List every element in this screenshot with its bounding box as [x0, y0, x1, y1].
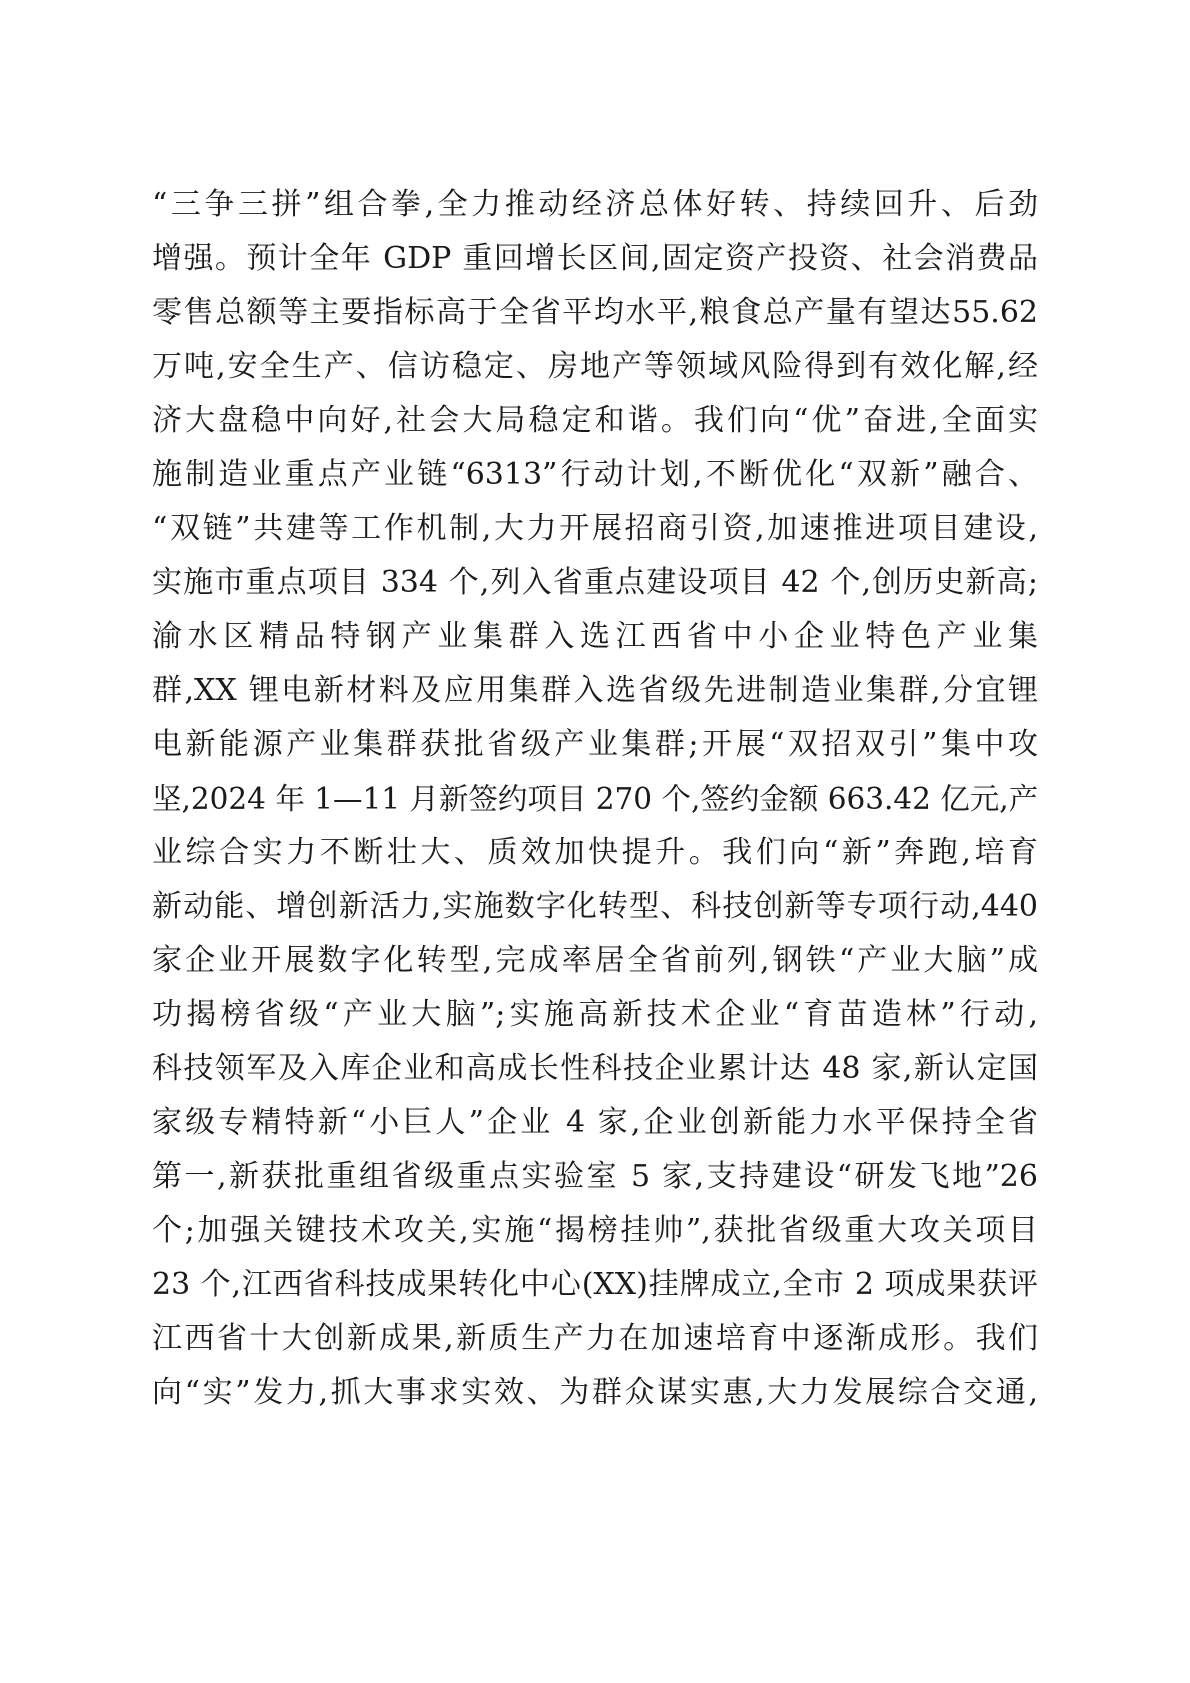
text-line: 科技领军及入库企业和高成长性科技企业累计达 48 家,新认定国	[152, 1051, 1038, 1086]
text-line: 增强。预计全年 GDP 重回增长区间,固定资产投资、社会消费品	[152, 241, 1038, 276]
text-line: 向“实”发力,抓大事求实效、为群众谋实惠,大力发展综合交通,	[152, 1375, 1038, 1410]
text-line: 实施市重点项目 334 个,列入省重点建设项目 42 个,创历史新高;	[152, 565, 1038, 600]
text-line: 家级专精特新“小巨人”企业 4 家,企业创新能力水平保持全省	[152, 1105, 1038, 1140]
text-line: 业综合实力不断壮大、质效加快提升。我们向“新”奔跑,培育	[152, 835, 1038, 870]
text-line: 渝水区精品特钢产业集群入选江西省中小企业特色产业集	[152, 619, 1038, 654]
text-line: 零售总额等主要指标高于全省平均水平,粮食总产量有望达55.62	[152, 295, 1038, 330]
text-line: 万吨,安全生产、信访稳定、房地产等领域风险得到有效化解,经	[152, 349, 1038, 384]
text-line: 坚,2024 年 1—11 月新签约项目 270 个,签约金额 663.42 亿元,产	[152, 782, 1039, 816]
text-line: 新动能、增创新活力,实施数字化转型、科技创新等专项行动,440	[152, 889, 1038, 924]
text-line: 电新能源产业集群获批省级产业集群;开展“双招双引”集中攻	[152, 727, 1038, 762]
body-text	[152, 178, 1038, 1420]
text-line: “三争三拼”组合拳,全力推动经济总体好转、持续回升、后劲	[152, 187, 1038, 222]
text-line: 济大盘稳中向好,社会大局稳定和谐。我们向“优”奋进,全面实	[152, 403, 1038, 438]
text-line: 家企业开展数字化转型,完成率居全省前列,钢铁“产业大脑”成	[152, 943, 1038, 978]
text-line: 施制造业重点产业链“6313”行动计划,不断优化“双新”融合、	[152, 457, 1038, 492]
text-line: 第一,新获批重组省级重点实验室 5 家,支持建设“研发飞地”26	[152, 1159, 1038, 1194]
text-line: 江西省十大创新成果,新质生产力在加速培育中逐渐成形。我们	[152, 1321, 1038, 1356]
text-line: 群,XX 锂电新材料及应用集群入选省级先进制造业集群,分宜锂	[152, 673, 1038, 708]
text-line: “双链”共建等工作机制,大力开展招商引资,加速推进项目建设,	[152, 511, 1038, 546]
text-line: 功揭榜省级“产业大脑”;实施高新技术企业“育苗造林”行动,	[152, 997, 1038, 1032]
text-line: 个;加强关键技术攻关,实施“揭榜挂帅”,获批省级重大攻关项目	[152, 1213, 1038, 1248]
text-line: 23 个,江西省科技成果转化中心(XX)挂牌成立,全市 2 项成果获评	[152, 1267, 1038, 1302]
